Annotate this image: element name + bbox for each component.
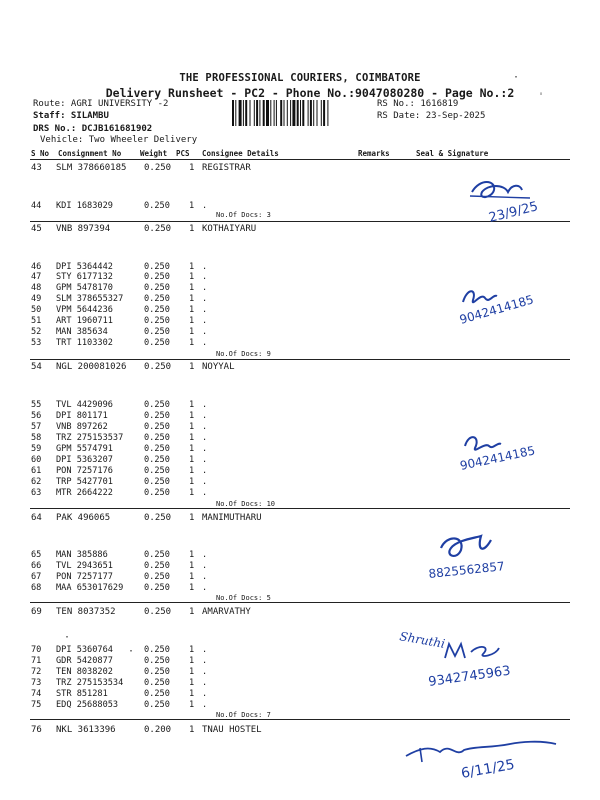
row-weight: 0.250 [144, 272, 170, 282]
doc-count: No.Of Docs: 3 [216, 211, 271, 219]
signature-phone-3: 9042414185 [458, 443, 537, 473]
barcode-bar [250, 100, 251, 126]
row-sno: 58 [31, 433, 42, 443]
row-pcs: 1 [189, 700, 195, 710]
row-pcs: 1 [189, 645, 195, 655]
row-sno: 45 [31, 224, 42, 234]
row-sno: 62 [31, 477, 42, 487]
row-sno: 48 [31, 283, 42, 293]
row-consignment-no: ART 1960711 [56, 316, 113, 326]
row-sno: 55 [31, 400, 42, 410]
signature-phone-5: 9342745963 [427, 663, 512, 690]
row-weight: 0.250 [144, 224, 172, 234]
row-weight: 0.250 [144, 400, 170, 410]
barcode-bar [270, 100, 271, 126]
rs-date: RS Date: 23-Sep-2025 [377, 111, 486, 121]
signature-date-1: 23/9/25 [487, 199, 540, 226]
row-consignee: . [202, 583, 208, 593]
signature-phone-2: 9042414185 [457, 292, 536, 327]
rs-number: RS No.: 1616819 [377, 99, 459, 109]
doc-count: No.Of Docs: 5 [216, 594, 271, 602]
row-pcs: 1 [189, 338, 195, 348]
row-consignment-no: STR 851281 [56, 689, 108, 699]
row-consignment-no: SLM 378655327 [56, 294, 124, 304]
row-weight: 0.250 [144, 327, 170, 337]
barcode-bar [287, 100, 288, 126]
signature-phone-4: 8825562857 [427, 559, 506, 581]
row-weight: 0.250 [144, 362, 172, 372]
row-pcs: 1 [189, 201, 195, 211]
row-sno: 72 [31, 667, 42, 677]
signature-date-6: 6/11/25 [459, 756, 516, 782]
table-row [30, 488, 570, 498]
barcode-image [232, 100, 368, 126]
row-sno: 49 [31, 294, 42, 304]
table-row [30, 411, 570, 421]
row-sno: 68 [31, 583, 42, 593]
row-consignee: . [202, 455, 208, 465]
col-header-seal-signature: Seal & Signature [416, 149, 489, 158]
row-pcs: 1 [189, 411, 195, 421]
row-consignee: . [202, 572, 208, 582]
row-pcs: 1 [189, 583, 195, 593]
barcode-bar [323, 100, 325, 126]
row-consignee: TNAU HOSTEL [202, 725, 262, 735]
pen-mark: · [128, 646, 135, 657]
barcode-bar [245, 100, 247, 126]
row-sno: 66 [31, 561, 42, 571]
company-title: THE PROFESSIONAL COURIERS, COIMBATORE [179, 72, 421, 84]
table-row [30, 400, 570, 410]
signature-stamp-1 [460, 170, 580, 230]
barcode-bar [297, 100, 299, 126]
row-consignee: NOYYAL [202, 362, 235, 372]
row-consignee: . [202, 422, 208, 432]
doc-count: No.Of Docs: 7 [216, 711, 271, 719]
row-sno: 61 [31, 466, 42, 476]
barcode-bar [292, 100, 295, 126]
row-weight: 0.250 [144, 305, 170, 315]
row-weight: 0.250 [144, 316, 170, 326]
row-weight: 0.250 [144, 262, 170, 272]
barcode-bar [327, 100, 328, 126]
row-consignment-no: GDR 5420877 [56, 656, 113, 666]
row-weight: 0.250 [144, 488, 170, 498]
row-pcs: 1 [189, 667, 195, 677]
col-header-pcs: PCS [176, 149, 190, 158]
group-divider [30, 719, 570, 720]
row-consignee: KOTHAIYARU [202, 224, 257, 234]
row-weight: 0.250 [144, 411, 170, 421]
barcode-bar [276, 100, 277, 126]
signature-stamp-4 [425, 530, 575, 585]
row-pcs: 1 [189, 294, 195, 304]
row-weight: 0.250 [144, 700, 170, 710]
header-divider [30, 159, 570, 160]
barcode-bar [256, 100, 258, 126]
vehicle-label: Vehicle: Two Wheeler Delivery [40, 135, 198, 145]
row-sno: 53 [31, 338, 42, 348]
row-consignment-no: MAN 385886 [56, 550, 108, 560]
table-row [30, 513, 570, 523]
row-pcs: 1 [189, 163, 195, 173]
row-consignment-no: EDQ 25688053 [56, 700, 119, 710]
col-header-sno: S No [31, 149, 50, 158]
row-consignee: MANIMUTHARU [202, 513, 262, 523]
doc-count: No.Of Docs: 10 [216, 500, 276, 508]
row-consignment-no: TRZ 275153534 [56, 678, 124, 688]
row-weight: 0.250 [144, 294, 170, 304]
row-consignment-no: SLM 378660185 [56, 163, 127, 173]
row-weight: 0.250 [144, 572, 170, 582]
row-pcs: 1 [189, 400, 195, 410]
row-consignment-no: TRZ 275153537 [56, 433, 124, 443]
barcode-bar [263, 100, 265, 126]
row-consignment-no: DPI 801171 [56, 411, 108, 421]
col-header-remarks: Remarks [358, 149, 390, 158]
row-sno: 44 [31, 201, 42, 211]
row-consignment-no: DPI 5360764 [56, 645, 113, 655]
row-sno: 51 [31, 316, 42, 326]
barcode-bar [284, 100, 285, 126]
barcode-bar [243, 100, 244, 126]
col-header-weight: Weight [140, 149, 168, 158]
row-sno: 54 [31, 362, 42, 372]
row-pcs: 1 [189, 678, 195, 688]
row-pcs: 1 [189, 725, 195, 735]
row-consignment-no: TRP 5427701 [56, 477, 113, 487]
row-weight: 0.250 [144, 607, 172, 617]
pen-mark: ˈ [538, 92, 545, 103]
row-pcs: 1 [189, 561, 195, 571]
row-sno: 75 [31, 700, 42, 710]
row-sno: 69 [31, 607, 42, 617]
row-pcs: 1 [189, 327, 195, 337]
signature-stamp-6 [400, 728, 580, 788]
row-consignment-no: GPM 5574791 [56, 444, 113, 454]
table-row [30, 477, 570, 487]
row-consignee: AMARVATHY [202, 607, 251, 617]
row-sno: 70 [31, 645, 42, 655]
row-consignee: . [202, 262, 208, 272]
row-consignment-no: TVL 4429096 [56, 400, 113, 410]
row-consignment-no: TRT 1103302 [56, 338, 113, 348]
row-pcs: 1 [189, 607, 195, 617]
row-pcs: 1 [189, 477, 195, 487]
row-sno: 73 [31, 678, 42, 688]
row-sno: 46 [31, 262, 42, 272]
row-consignee: . [202, 201, 208, 211]
row-consignment-no: NKL 3613396 [56, 725, 116, 735]
barcode-bar [254, 100, 255, 126]
row-consignment-no: NGL 200081026 [56, 362, 127, 372]
row-consignee: . [202, 444, 208, 454]
table-row [30, 338, 570, 348]
row-sno: 43 [31, 163, 42, 173]
row-sno: 56 [31, 411, 42, 421]
row-consignment-no: PON 7257176 [56, 466, 113, 476]
row-consignee: . [202, 561, 208, 571]
row-consignee: . [202, 283, 208, 293]
barcode-bar [232, 100, 234, 126]
barcode-bar [300, 100, 301, 126]
row-pcs: 1 [189, 316, 195, 326]
row-weight: 0.250 [144, 667, 170, 677]
row-pcs: 1 [189, 572, 195, 582]
col-header-consignment: Consignment No [58, 149, 122, 158]
signature-stamp-3 [455, 428, 575, 478]
table-row [30, 700, 570, 710]
row-consignment-no: VPM 5644236 [56, 305, 113, 315]
row-pcs: 1 [189, 444, 195, 454]
row-pcs: 1 [189, 305, 195, 315]
row-weight: 0.250 [144, 444, 170, 454]
row-consignment-no: MAA 653017629 [56, 583, 124, 593]
row-pcs: 1 [189, 283, 195, 293]
row-consignment-no: GPM 5478170 [56, 283, 113, 293]
row-consignment-no: DPI 5363207 [56, 455, 113, 465]
row-weight: 0.250 [144, 201, 170, 211]
row-pcs: 1 [189, 488, 195, 498]
row-consignment-no: STY 6177132 [56, 272, 113, 282]
group-divider [30, 359, 570, 360]
row-consignee: . [202, 272, 208, 282]
row-consignee: . [202, 678, 208, 688]
row-pcs: 1 [189, 466, 195, 476]
row-pcs: 1 [189, 550, 195, 560]
row-sno: 64 [31, 513, 42, 523]
row-sno: 57 [31, 422, 42, 432]
row-weight: 0.250 [144, 455, 170, 465]
row-weight: 0.250 [144, 422, 170, 432]
row-weight: 0.250 [144, 163, 172, 173]
row-weight: 0.250 [144, 678, 170, 688]
row-weight: 0.250 [144, 433, 170, 443]
row-weight: 0.250 [144, 550, 170, 560]
row-sno: 47 [31, 272, 42, 282]
group-divider [30, 602, 570, 603]
row-sno: 52 [31, 327, 42, 337]
row-consignment-no: PAK 496065 [56, 513, 111, 523]
row-weight: 0.250 [144, 656, 170, 666]
row-consignee: . [202, 327, 208, 337]
row-consignee: . [202, 294, 208, 304]
row-pcs: 1 [189, 224, 195, 234]
row-consignment-no: TEN 8037352 [56, 607, 116, 617]
row-sno: 60 [31, 455, 42, 465]
row-consignment-no: KDI 1683029 [56, 201, 113, 211]
barcode-bar [302, 100, 304, 126]
row-consignee: . [202, 667, 208, 677]
row-sno: 63 [31, 488, 42, 498]
table-row [30, 262, 570, 272]
row-pcs: 1 [189, 262, 195, 272]
col-header-consignee: Consignee Details [202, 149, 279, 158]
row-pcs: 1 [189, 272, 195, 282]
barcode-bar [274, 100, 275, 126]
row-consignee: . [202, 700, 208, 710]
row-consignee: REGISTRAR [202, 163, 251, 173]
staff-label: Staff: SILAMBU [33, 111, 109, 121]
row-consignee: . [202, 411, 208, 421]
row-consignment-no: VNB 897262 [56, 422, 108, 432]
barcode-bar [266, 100, 269, 126]
barcode-bar [317, 100, 318, 126]
row-consignment-no: PON 7257177 [56, 572, 113, 582]
row-pcs: 1 [189, 513, 195, 523]
row-sno: 50 [31, 305, 42, 315]
row-sno: 71 [31, 656, 42, 666]
row-consignment-no: TEN 8038202 [56, 667, 113, 677]
row-sno: 76 [31, 725, 42, 735]
pen-mark: · [513, 72, 520, 83]
row-pcs: 1 [189, 422, 195, 432]
row-sno: 67 [31, 572, 42, 582]
row-pcs: 1 [189, 656, 195, 666]
row-consignment-no: VNB 897394 [56, 224, 111, 234]
row-sno: 74 [31, 689, 42, 699]
row-weight: 0.200 [144, 725, 172, 735]
table-row [30, 607, 570, 617]
row-consignee: . [202, 645, 208, 655]
barcode-bar [239, 100, 242, 126]
row-consignee: . [202, 689, 208, 699]
doc-count: No.Of Docs: 9 [216, 350, 271, 358]
table-row [30, 362, 570, 372]
row-weight: 0.250 [144, 338, 170, 348]
group-divider [30, 508, 570, 509]
row-consignee: . [202, 338, 208, 348]
pen-mark: · [64, 632, 71, 643]
row-weight: 0.250 [144, 583, 170, 593]
barcode-bar [308, 100, 309, 126]
row-pcs: 1 [189, 689, 195, 699]
barcode-bar [259, 100, 260, 126]
route-label: Route: AGRI UNIVERSITY -2 [33, 99, 169, 109]
barcode-bar [280, 100, 282, 126]
row-consignee: . [202, 550, 208, 560]
row-consignment-no: MAN 385634 [56, 327, 108, 337]
row-consignee: . [202, 488, 208, 498]
row-consignee: . [202, 305, 208, 315]
barcode-bar [235, 100, 236, 126]
row-weight: 0.250 [144, 283, 170, 293]
row-sno: 65 [31, 550, 42, 560]
signature-stamp-2 [455, 282, 575, 332]
row-pcs: 1 [189, 362, 195, 372]
row-consignment-no: DPI 5364442 [56, 262, 113, 272]
row-consignee: . [202, 400, 208, 410]
row-consignee: . [202, 433, 208, 443]
row-weight: 0.250 [144, 466, 170, 476]
signature-stamp-5 [395, 618, 575, 698]
row-weight: 0.250 [144, 689, 170, 699]
row-consignee: . [202, 656, 208, 666]
row-weight: 0.250 [144, 645, 170, 655]
barcode-bar [321, 100, 322, 126]
row-weight: 0.250 [144, 477, 170, 487]
table-row [30, 272, 570, 282]
row-consignee: . [202, 316, 208, 326]
row-consignee: . [202, 466, 208, 476]
barcode-bar [313, 100, 314, 126]
row-consignee: . [202, 477, 208, 487]
drs-number: DRS No.: DCJB161681902 [33, 124, 153, 134]
row-weight: 0.250 [144, 561, 170, 571]
row-pcs: 1 [189, 455, 195, 465]
row-sno: 59 [31, 444, 42, 454]
signature-name-5: Shruthi [398, 629, 447, 651]
row-pcs: 1 [189, 433, 195, 443]
runsheet-subtitle: Delivery Runsheet - PC2 - Phone No.:9047080280 - Page No.:2 [105, 86, 515, 100]
row-consignment-no: TVL 2943651 [56, 561, 113, 571]
barcode-bar [290, 100, 291, 126]
barcode-bar [310, 100, 312, 126]
row-consignment-no: MTR 2664222 [56, 488, 113, 498]
row-weight: 0.250 [144, 513, 172, 523]
